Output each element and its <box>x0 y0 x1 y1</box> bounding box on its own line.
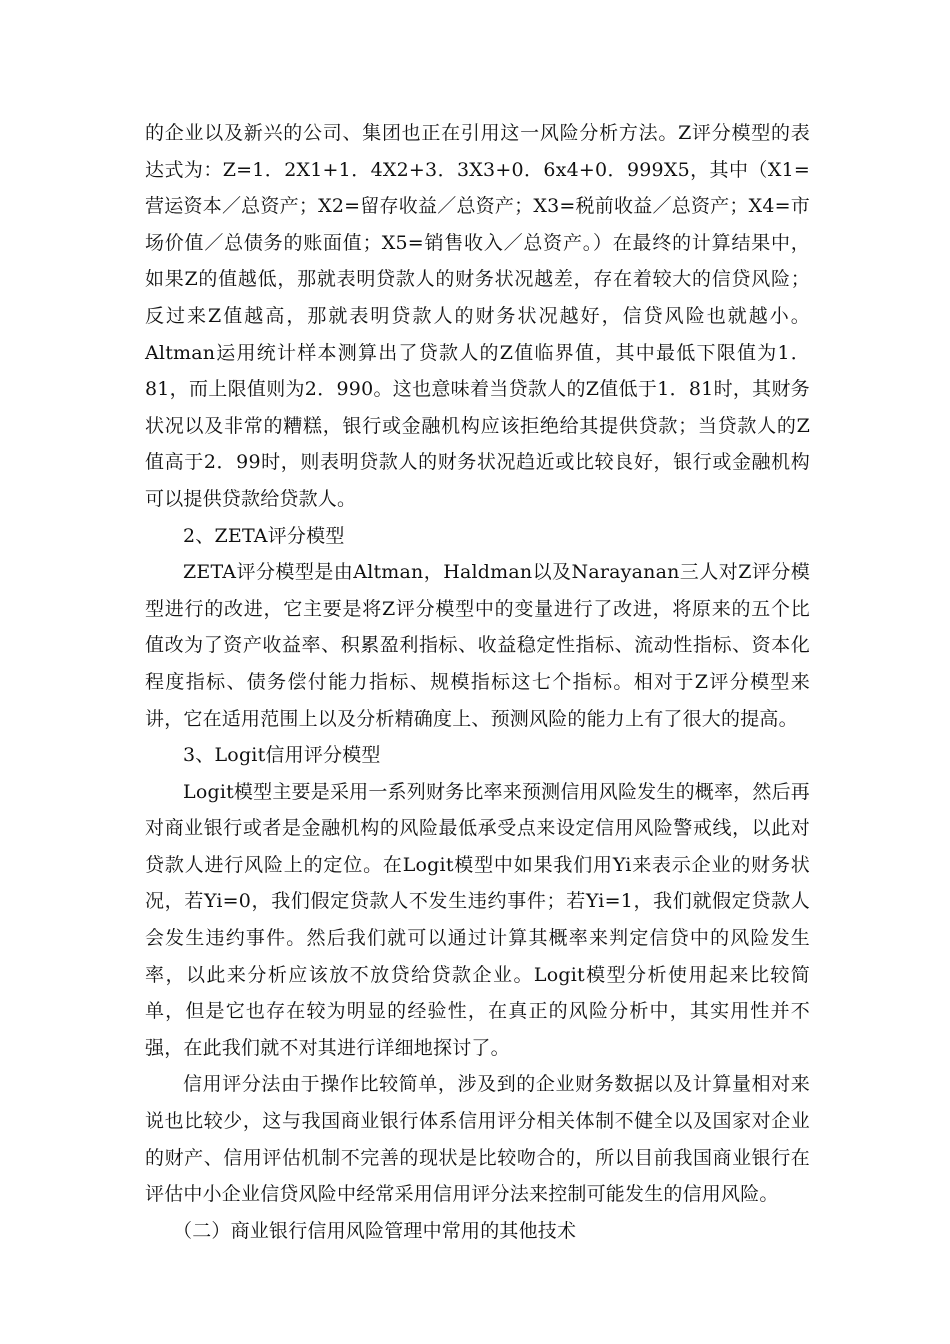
paragraph-credit-scoring-summary: 信用评分法由于操作比较简单，涉及到的企业财务数据以及计算量相对来说也比较少，这与我国商业银行体系信用评分相关体制不健全以及国家对企业的财产、信用评估机制不完善的现状是比较吻合的，所以目前我国商业银行在评估中小企业信贷风险中经常采用信用评分法来控制可能发生的信用风险。 <box>145 1073 810 1206</box>
heading-logit-model: 3、Logit信用评分模型 <box>183 744 381 767</box>
heading-zeta-model: 2、ZETA评分模型 <box>183 524 345 547</box>
paragraph-zeta-model: ZETA评分模型是由Altman，Haldman以及Narayanan三人对Z评分模型进行的改进，它主要是将Z评分模型中的变量进行了改进，将原来的五个比值改为了资产收益率、积累盈利指标、收益稳定性指标、流动性指标、资本化程度指标、债务偿付能力指标、规模指标这七个指标。相对于Z评分模型来讲，它在适用范围上以及分析精确度上、预测风险的能力上有了很大的提高。 <box>145 561 810 730</box>
paragraph-z-score-continuation: 的企业以及新兴的公司、集团也正在引用这一风险分析方法。Z评分模型的表达式为：Z=1．2X1+1．4X2+3．3X3+0．6x4+0．999X5，其中（X1=营运资本／总资产；X2=留存收益／总资产；X3=税前收益／总资产；X4=市场价值／总债务的账面值；X5=销售收入／总资产。）在最终的计算结果中，如果Z的值越低，那就表明贷款人的财务状况越差，存在着较大的信贷风险；反过来Z值越高，那就表明贷款人的财务状况越好，信贷风险也就越小。Altman运用统计样本测算出了贷款人的Z值临界值，其中最低下限值为1．81，而上限值则为2．990。这也意味着当贷款人的Z值低于1．81时，其财务状况以及非常的糟糕，银行或金融机构应该拒绝给其提供贷款；当贷款人的Z值高于2．99时，则表明贷款人的财务状况趋近或比较良好，银行或金融机构可以提供贷款给贷款人。 <box>145 122 810 510</box>
heading-other-techniques: （二）商业银行信用风险管理中常用的其他技术 <box>173 1219 577 1242</box>
paragraph-logit-model: Logit模型主要是采用一系列财务比率来预测信用风险发生的概率，然后再对商业银行或者是金融机构的风险最低承受点来设定信用风险警戒线，以此对贷款人进行风险上的定位。在Logit模型中如果我们用Yi来表示企业的财务状况，若Yi=0，我们假定贷款人不发生违约事件；若Yi=1，我们就假定贷款人会发生违约事件。然后我们就可以通过计算其概率来判定信贷中的风险发生率，以此来分析应该放不放贷给贷款企业。Logit模型分析使用起来比较简单，但是它也存在较为明显的经验性，在真正的风险分析中，其实用性并不强，在此我们就不对其进行详细地探讨了。 <box>145 780 810 1059</box>
document-page <box>145 115 810 1249</box>
